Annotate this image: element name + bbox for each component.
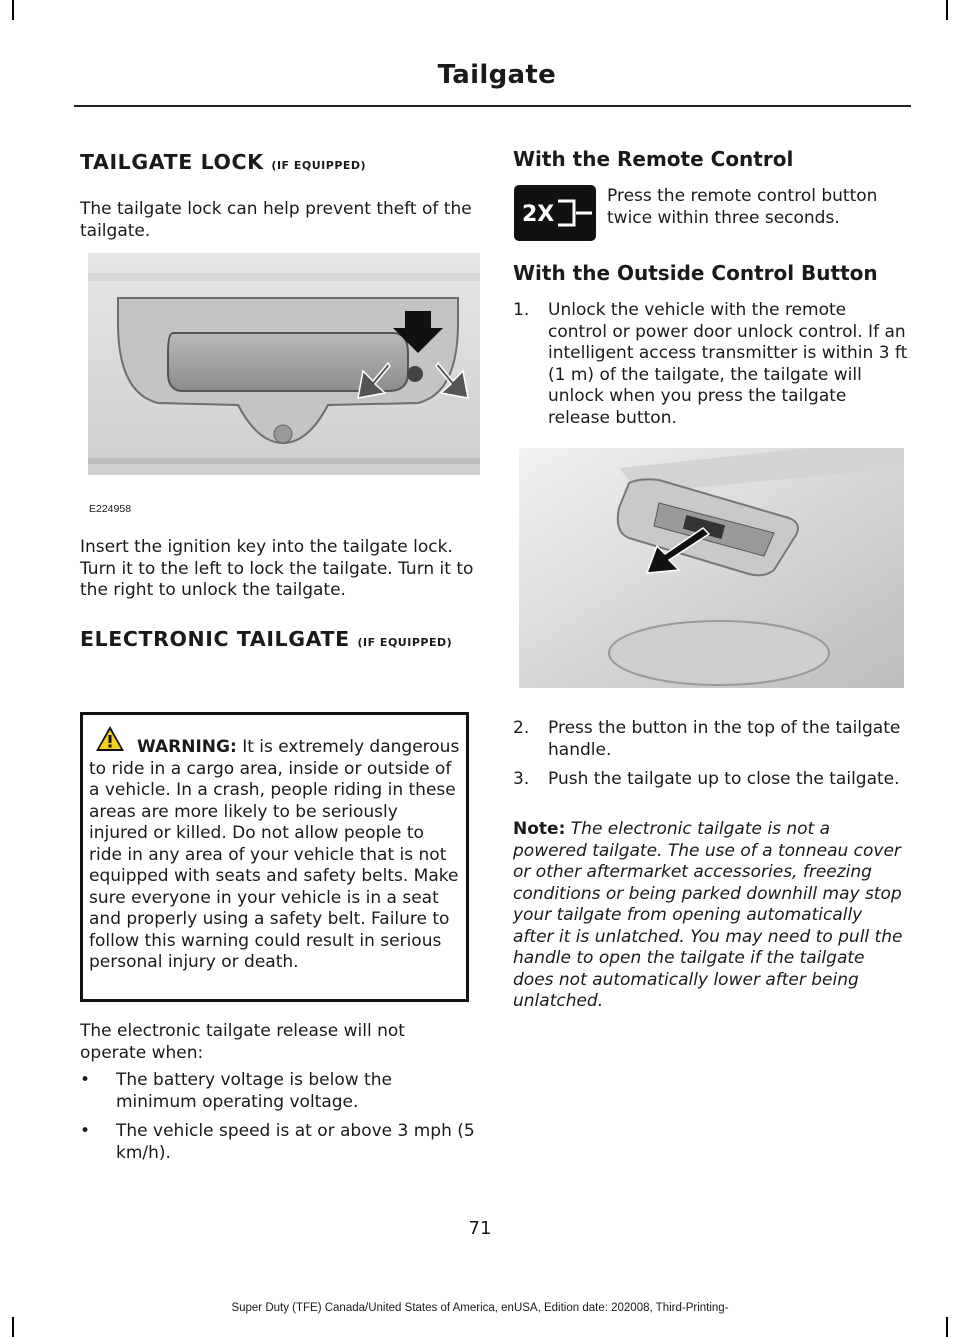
page-number: 71: [468, 1218, 492, 1239]
note-paragraph: [513, 819, 908, 1013]
tailgate-handle-figure: [88, 253, 480, 475]
crop-mark-top-left-v: [12, 0, 14, 20]
figure-id: E224958: [89, 503, 132, 515]
tailgate-lock-heading-suffix: (IF EQUIPPED): [271, 159, 367, 172]
remote-icon-label: 2X: [522, 202, 555, 227]
tailgate-release-figure: [519, 448, 904, 688]
page-title: Tailgate: [437, 60, 556, 90]
electronic-tailgate-heading: ELECTRONIC TAILGATE (IF EQUIPPED): [80, 627, 453, 651]
list-item: 1. Unlock the vehicle with the remote control or power door unlock control. If an intelligent access transmitter is within 3 ft (1 m) of the tailgate, the tailgate will unlock when you press the tailgate release button.: [513, 300, 908, 428]
tailgate-lock-heading: TAILGATE LOCK (IF EQUIPPED): [80, 150, 367, 174]
release-intro: The electronic tailgate release will not operate when:: [80, 1021, 405, 1063]
list-item: 3. Push the tailgate up to close the tailgate.: [513, 769, 900, 789]
tailgate-release-illustration: [519, 448, 904, 688]
outside-steps-list-2: [513, 718, 908, 791]
electronic-tailgate-heading-suffix: (IF EQUIPPED): [357, 636, 453, 649]
warning-label: WARNING:: [137, 737, 237, 757]
header-rule: [74, 105, 911, 107]
list-item: • The vehicle speed is at or above 3 mph (5 km/h).: [80, 1121, 475, 1163]
remote-control-heading: With the Remote Control: [513, 147, 794, 171]
release-conditions-list: [80, 1070, 475, 1164]
warning-triangle-icon: [95, 725, 125, 752]
warning-text: WARNING: It is extremely dangerous to ride in a cargo area, inside or outside of a vehicle. In a crash, people riding in these areas are more likely to be seriously injured or killed. Do not allow people to ride in any area of your vehicle that is not equipped with seats and safety belts. Make sure everyone in your vehicle is in a seat and properly using a safety belt. Failure to follow this warning could result in serious personal injury or death.: [89, 737, 460, 972]
tailgate-handle-illustration: [88, 253, 480, 475]
warning-box: [80, 712, 469, 1002]
crop-mark-top-right-v: [946, 0, 948, 20]
note-text: The electronic tailgate is not a powered tailgate. The use of a tonneau cover or other aftermarket accessories, freezing conditions or being parked downhill may stop your tailgate from opening automatically after it is unlatched. You may need to pull the handle to open the tailgate if the tailgate does not automatically lower after being unlatched.: [513, 819, 903, 1011]
crop-mark-bottom-right-v: [946, 1317, 948, 1337]
list-item: • The battery voltage is below the minimum operating voltage.: [80, 1070, 392, 1112]
outside-button-heading: With the Outside Control Button: [513, 261, 878, 285]
list-item: 2. Press the button in the top of the tailgate handle.: [513, 718, 901, 760]
tailgate-lock-intro: The tailgate lock can help prevent theft of the tailgate.: [80, 199, 472, 241]
outside-steps-list-1: [513, 300, 908, 429]
tailgate-lock-instructions: Insert the ignition key into the tailgate lock. Turn it to the left to lock the tailgate. Turn it to the right to unlock the tailgate.: [80, 537, 474, 600]
note-label: Note:: [513, 819, 566, 839]
crop-mark-bottom-left-v: [12, 1317, 14, 1337]
tailgate-lock-heading-block: [80, 150, 475, 175]
edition-footer: Super Duty (TFE) Canada/United States of America, enUSA, Edition date: 202008, Third-Printing-: [231, 1302, 729, 1314]
remote-2x-tailgate-icon: [514, 185, 596, 241]
remote-control-text: Press the remote control button twice within three seconds.: [607, 186, 878, 228]
